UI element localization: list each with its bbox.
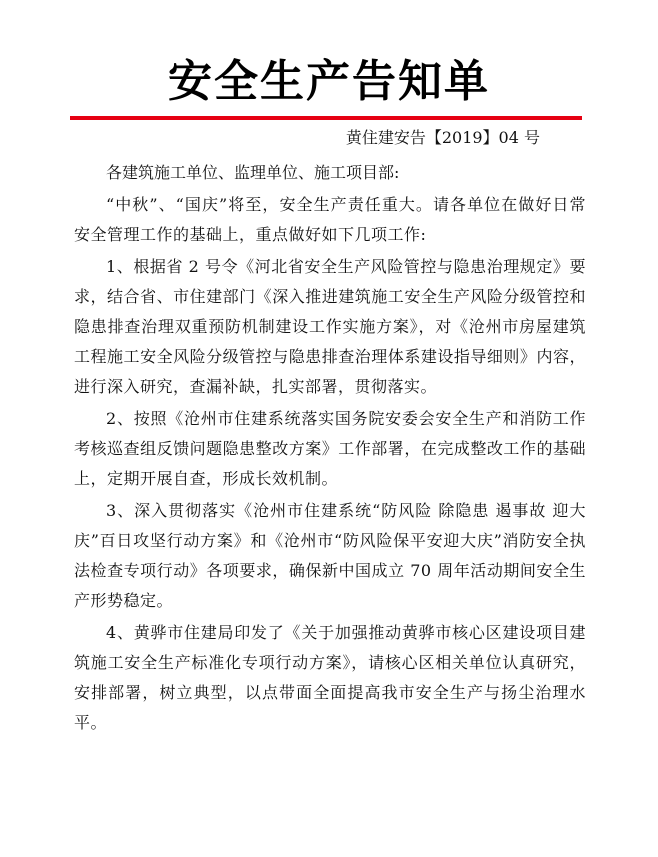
paragraph-item-4: 4、黄骅市住建局印发了《关于加强推动黄骅市核心区建设项目建筑施工安全生产标准化专项行动方案》，请核心区相关单位认真研究，安排部署，树立典型，以点带面全面提高我市安全生产与扬尘治理水平。 [74, 623, 586, 732]
document-body [74, 158, 586, 740]
salutation: 各建筑施工单位、监理单位、施工项目部: [106, 163, 400, 182]
paragraph-item-1: 1、根据省 2 号令《河北省安全生产风险管控与隐患治理规定》要求，结合省、市住建部门《深入推进建筑施工安全生产风险分级管控和隐患排查治理双重预防机制建设工作实施方案》，对《沧州市房屋建筑工程施工安全风险分级管控与隐患排查治理体系建设指导细则》内容，进行深入研究，查漏补缺，扎实部署，贯彻落实。 [74, 257, 586, 396]
red-divider-line [70, 116, 582, 120]
document-number: 黄住建安告【2019】04 号 [345, 128, 540, 147]
document-title: 安全生产告知单 [168, 56, 490, 107]
paragraph-item-2: 2、按照《沧州市住建系统落实国务院安委会安全生产和消防工作考核巡查组反馈问题隐患整改方案》工作部署，在完成整改工作的基础上，定期开展自查，形成长效机制。 [74, 409, 586, 488]
paragraph-item-3: 3、深入贯彻落实《沧州市住建系统“防风险 除隐患 遏事故 迎大庆”百日攻坚行动方案》和《沧州市“防风险保平安迎大庆”消防安全执法检查专项行动》各项要求，确保新中国成立 70 周年活动期间安全生产形势稳定。 [74, 501, 586, 610]
paragraph-intro: “中秋”、“国庆”将至，安全生产责任重大。请各单位在做好日常安全管理工作的基础上，重点做好如下几项工作: [74, 195, 586, 244]
